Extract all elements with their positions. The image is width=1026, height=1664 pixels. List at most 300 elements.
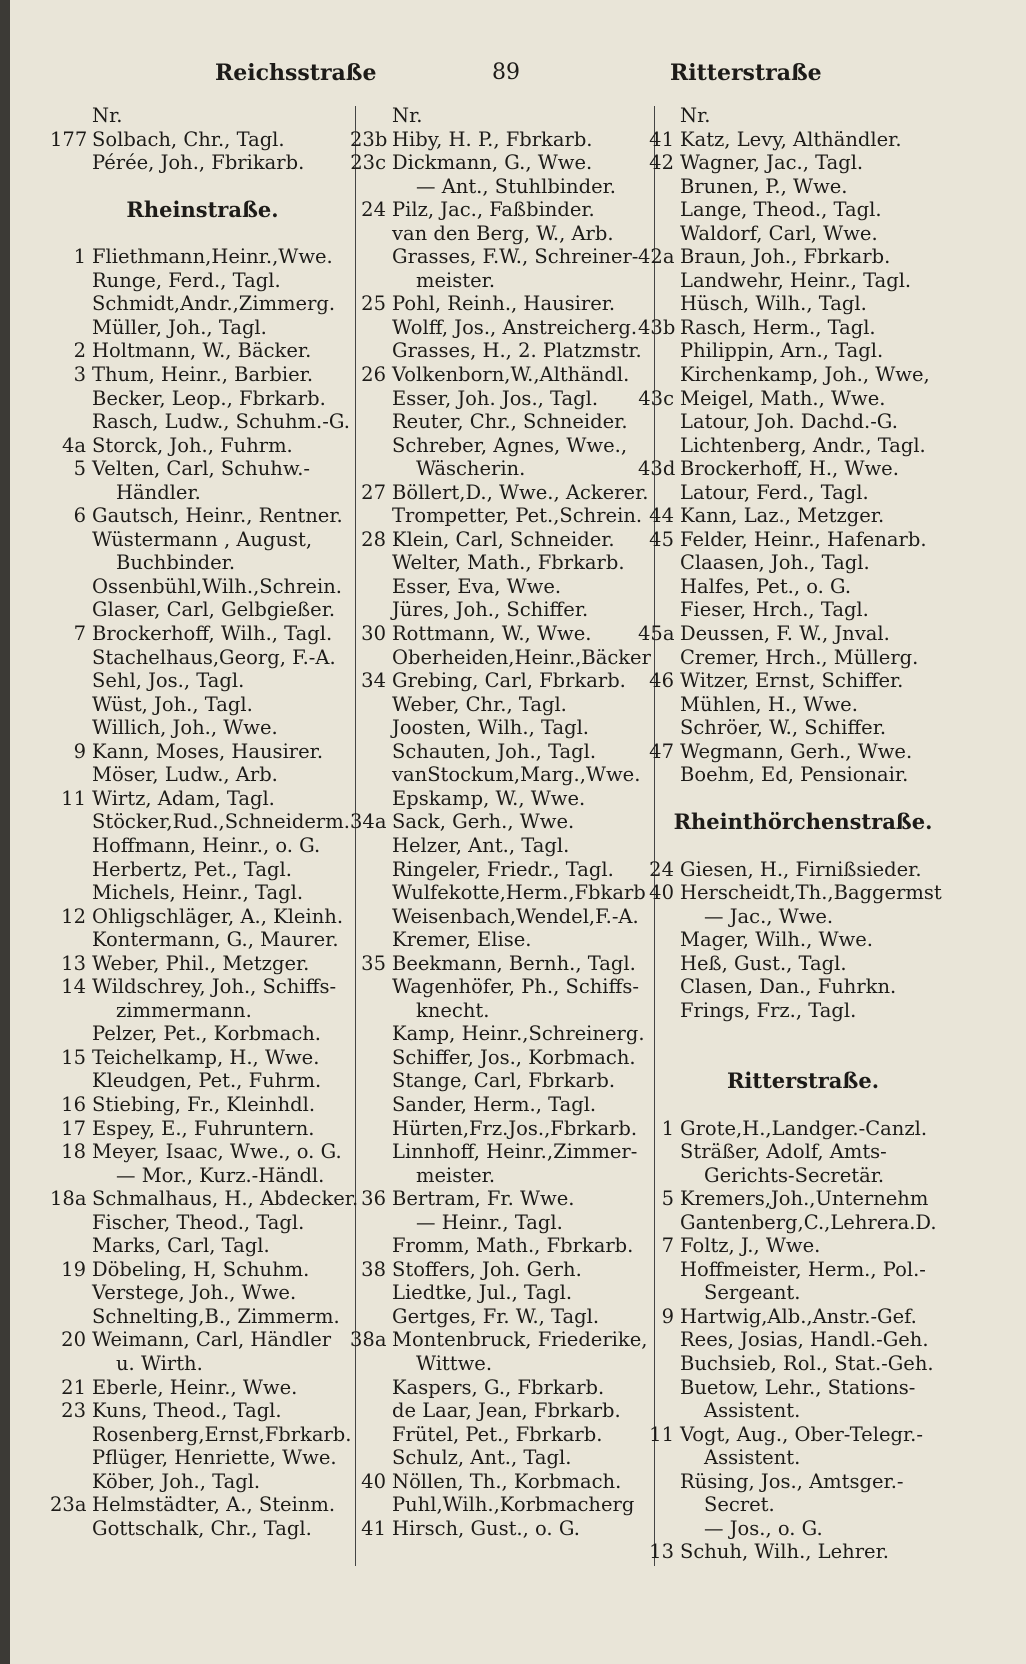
resident-entry: Weber, Chr., Tagl.	[392, 692, 567, 716]
street-name: Rheinthörchenstraße.	[673, 809, 933, 835]
resident-entry: Assistent.	[704, 1399, 801, 1423]
directory-row	[638, 128, 968, 152]
house-number: 9	[661, 1304, 674, 1328]
resident-entry: Schuh, Wilh., Lehrer.	[680, 1540, 889, 1564]
resident-entry: Hürten,Frz.Jos.,Fbrkarb.	[392, 1116, 638, 1140]
house-number: 5	[661, 1187, 674, 1211]
directory-row	[50, 928, 355, 952]
directory-row	[50, 1117, 355, 1141]
house-number: 1	[661, 1116, 674, 1140]
resident-entry: Velten, Carl, Schuhw.-	[92, 457, 311, 481]
directory-row	[638, 669, 968, 693]
resident-entry: van den Berg, W., Arb.	[392, 221, 614, 245]
resident-entry: Wagner, Jac., Tagl.	[680, 151, 864, 175]
directory-row	[50, 1258, 355, 1282]
house-number: 5	[73, 457, 86, 481]
house-number: 36	[361, 1187, 386, 1211]
directory-row	[638, 1352, 968, 1376]
directory-row	[350, 598, 650, 622]
house-number: 16	[61, 1092, 86, 1116]
resident-entry: Müller, Joh., Tagl.	[92, 315, 267, 339]
directory-row	[50, 858, 355, 882]
resident-entry: Becker, Leop., Fbrkarb.	[92, 386, 326, 410]
directory-row	[350, 1164, 650, 1188]
resident-entry: Sträßer, Adolf, Amts-	[680, 1140, 887, 1164]
directory-row	[638, 858, 968, 882]
resident-entry: Pelzer, Pet., Korbmach.	[92, 1022, 322, 1046]
resident-entry: Storck, Joh., Fuhrm.	[92, 433, 293, 457]
directory-row	[638, 999, 968, 1023]
directory-row	[50, 975, 355, 999]
resident-entry: Glaser, Carl, Gelbgießer.	[92, 598, 336, 622]
directory-row	[638, 1211, 968, 1235]
resident-entry: Möser, Ludw., Arb.	[92, 763, 278, 787]
running-header-right: Ritterstraße	[670, 60, 822, 86]
directory-row	[350, 457, 650, 481]
directory-row	[50, 245, 355, 269]
resident-entry: Kontermann, G., Maurer.	[92, 928, 339, 952]
resident-entry: Stoffers, Joh. Gerh.	[392, 1257, 582, 1281]
house-number: 34	[361, 669, 386, 693]
directory-row	[50, 387, 355, 411]
resident-entry: — Jos., o. G.	[704, 1516, 823, 1540]
resident-entry: Hoffmeister, Herm., Pol.-	[680, 1257, 926, 1281]
resident-entry: Landwehr, Heinr., Tagl.	[680, 268, 912, 292]
house-number: 44	[649, 504, 674, 528]
resident-entry: Michels, Heinr., Tagl.	[92, 881, 304, 905]
resident-entry: Secret.	[704, 1493, 775, 1517]
house-number: 42a	[638, 245, 675, 269]
directory-row	[350, 1305, 650, 1329]
resident-entry: Frings, Frz., Tagl.	[680, 998, 857, 1022]
resident-entry: Köber, Joh., Tagl.	[92, 1469, 261, 1493]
house-number: 18a	[50, 1187, 87, 1211]
house-number: 12	[61, 904, 86, 928]
house-number: 7	[73, 622, 86, 646]
house-number: 23	[61, 1399, 86, 1423]
house-number: 23a	[50, 1493, 87, 1517]
directory-row	[638, 1281, 968, 1305]
house-number: 38	[361, 1257, 386, 1281]
directory-row	[350, 1187, 650, 1211]
resident-entry: Sehl, Jos., Tagl.	[92, 669, 245, 693]
directory-row	[50, 1022, 355, 1046]
house-number: 21	[61, 1375, 86, 1399]
directory-row	[350, 339, 650, 363]
resident-entry: Latour, Ferd., Tagl.	[680, 480, 869, 504]
directory-row	[638, 763, 968, 787]
resident-entry: Lange, Theod., Tagl.	[680, 198, 882, 222]
house-number: 7	[661, 1234, 674, 1258]
directory-row	[50, 363, 355, 387]
resident-entry: Esser, Joh. Jos., Tagl.	[392, 386, 599, 410]
resident-entry: Schmalhaus, H., Abdecker.	[92, 1187, 359, 1211]
directory-row	[50, 1140, 355, 1164]
resident-entry: Katz, Levy, Althändler.	[680, 127, 902, 151]
house-number: 24	[649, 857, 674, 881]
directory-row	[50, 669, 355, 693]
resident-entry: Runge, Ferd., Tagl.	[92, 268, 281, 292]
house-number: 27	[361, 480, 386, 504]
house-number: 38a	[350, 1328, 387, 1352]
directory-row	[50, 1234, 355, 1258]
directory-row	[350, 1281, 650, 1305]
directory-row	[50, 104, 355, 128]
resident-entry: Sack, Gerh., Wwe.	[392, 810, 575, 834]
directory-row	[350, 222, 650, 246]
directory-row	[50, 1423, 355, 1447]
resident-entry: Frütel, Pet., Fbrkarb.	[392, 1422, 603, 1446]
house-number: 15	[61, 1045, 86, 1069]
resident-entry: Weisenbach,Wendel,F.-A.	[392, 904, 639, 928]
directory-row	[50, 457, 355, 481]
directory-row	[350, 481, 650, 505]
directory-row	[638, 787, 968, 811]
directory-row	[50, 763, 355, 787]
resident-entry: zimmermann.	[116, 998, 252, 1022]
directory-row	[638, 928, 968, 952]
directory-row	[638, 975, 968, 999]
resident-entry: Schauten, Joh., Tagl.	[392, 739, 597, 763]
house-number: 3	[73, 363, 86, 387]
resident-entry: Weimann, Carl, Händler	[92, 1328, 332, 1352]
house-number: 35	[361, 951, 386, 975]
house-number: 1	[73, 245, 86, 269]
resident-entry: Cremer, Hrch., Müllerg.	[680, 645, 919, 669]
resident-entry: Hüsch, Wilh., Tagl.	[680, 292, 867, 316]
directory-row	[638, 575, 968, 599]
directory-row	[350, 1446, 650, 1470]
directory-row	[50, 952, 355, 976]
directory-row	[350, 316, 650, 340]
resident-entry: Schulz, Ant., Tagl.	[392, 1446, 572, 1470]
resident-entry: Braun, Joh., Fbrkarb.	[680, 245, 891, 269]
directory-row	[350, 1399, 650, 1423]
resident-entry: Esser, Eva, Wwe.	[392, 574, 562, 598]
house-number: 20	[61, 1328, 86, 1352]
resident-entry: Teichelkamp, H., Wwe.	[92, 1045, 320, 1069]
resident-entry: Boehm, Ed, Pensionair.	[680, 763, 909, 787]
directory-row	[350, 245, 650, 269]
resident-entry: Felder, Heinr., Hafenarb.	[680, 527, 927, 551]
resident-entry: Stöcker,Rud.,Schneiderm.	[92, 810, 350, 834]
resident-entry: — Jac., Wwe.	[704, 904, 834, 928]
directory-row	[50, 693, 355, 717]
resident-entry: Fliethmann,Heinr.,Wwe.	[92, 245, 333, 269]
house-number: 23b	[350, 127, 388, 151]
resident-entry: Nr.	[680, 104, 711, 127]
resident-entry: Hirsch, Gust., o. G.	[392, 1516, 580, 1540]
directory-row	[50, 834, 355, 858]
resident-entry: Buetow, Lehr., Stations-	[680, 1375, 916, 1399]
directory-row	[638, 434, 968, 458]
directory-row	[350, 834, 650, 858]
resident-entry: Ossenbühl,Wilh.,Schrein.	[92, 574, 342, 598]
directory-row	[350, 128, 650, 152]
house-number: 24	[361, 198, 386, 222]
directory-row	[638, 504, 968, 528]
resident-entry: Schmidt,Andr.,Zimmerg.	[92, 292, 336, 316]
directory-row	[638, 881, 968, 905]
directory-row	[350, 292, 650, 316]
directory-row	[350, 198, 650, 222]
column-2	[350, 104, 650, 1540]
directory-row	[50, 1352, 355, 1376]
house-number: 25	[361, 292, 386, 316]
directory-page	[10, 0, 1026, 1664]
resident-entry: Kuns, Theod., Tagl.	[92, 1399, 282, 1423]
resident-entry: Kann, Moses, Hausirer.	[92, 739, 324, 763]
directory-row	[638, 551, 968, 575]
house-number: 28	[361, 527, 386, 551]
directory-row	[638, 834, 968, 858]
directory-row	[50, 269, 355, 293]
house-number: 45a	[638, 622, 675, 646]
directory-row	[638, 292, 968, 316]
resident-entry: Pohl, Reinh., Hausirer.	[392, 292, 616, 316]
directory-row	[638, 598, 968, 622]
directory-row	[350, 1069, 650, 1093]
street-heading	[638, 810, 968, 834]
resident-entry: Lichtenberg, Andr., Tagl.	[680, 433, 926, 457]
resident-entry: Mager, Wilh., Wwe.	[680, 928, 873, 952]
directory-row	[350, 151, 650, 175]
directory-row	[638, 245, 968, 269]
resident-entry: Nöllen, Th., Korbmach.	[392, 1469, 622, 1493]
resident-entry: Stachelhaus,Georg, F.-A.	[92, 645, 336, 669]
resident-entry: — Heinr., Tagl.	[416, 1210, 563, 1234]
resident-entry: Schröer, W., Schiffer.	[680, 716, 887, 740]
resident-entry: Wüstermann , August,	[92, 527, 313, 551]
directory-row	[50, 1069, 355, 1093]
resident-entry: Helmstädter, A., Steinm.	[92, 1493, 336, 1517]
resident-entry: Philippin, Arn., Tagl.	[680, 339, 884, 363]
resident-entry: Rottmann, W., Wwe.	[392, 622, 592, 646]
resident-entry: Rosenberg,Ernst,Fbrkarb.	[92, 1422, 352, 1446]
resident-entry: Dickmann, G., Wwe.	[392, 151, 593, 175]
resident-entry: Espey, E., Fuhruntern.	[92, 1116, 315, 1140]
directory-row	[50, 481, 355, 505]
directory-row	[350, 858, 650, 882]
resident-entry: Pérée, Joh., Fbrikarb.	[92, 151, 305, 175]
house-number: 45	[649, 527, 674, 551]
directory-row	[50, 716, 355, 740]
directory-row	[638, 952, 968, 976]
directory-row	[50, 999, 355, 1023]
resident-entry: Buchbinder.	[116, 551, 236, 575]
resident-entry: Buchsieb, Rol., Stat.-Geh.	[680, 1351, 934, 1375]
directory-row	[350, 952, 650, 976]
resident-entry: Jüres, Joh., Schiffer.	[392, 598, 589, 622]
resident-entry: Klein, Carl, Schneider.	[392, 527, 615, 551]
directory-row	[50, 1493, 355, 1517]
resident-entry: Linnhoff, Heinr.,Zimmer-	[392, 1140, 638, 1164]
house-number: 9	[73, 739, 86, 763]
directory-row	[638, 104, 968, 128]
directory-row	[638, 269, 968, 293]
resident-entry: Thum, Heinr., Barbier.	[92, 363, 314, 387]
resident-entry: Kaspers, G., Fbrkarb.	[392, 1375, 605, 1399]
resident-entry: Willich, Joh., Wwe.	[92, 716, 278, 740]
resident-entry: Stiebing, Fr., Kleinhdl.	[92, 1092, 316, 1116]
house-number: 41	[649, 127, 674, 151]
directory-row	[350, 410, 650, 434]
house-number: 18	[61, 1140, 86, 1164]
street-name: Ritterstraße.	[726, 1068, 880, 1094]
resident-entry: Helzer, Ant., Tagl.	[392, 833, 570, 857]
resident-entry: Schnelting,B., Zimmerm.	[92, 1304, 340, 1328]
resident-entry: Wirtz, Adam, Tagl.	[92, 786, 275, 810]
resident-entry: Clasen, Dan., Fuhrkn.	[680, 975, 897, 999]
resident-entry: Heß, Gust., Tagl.	[680, 951, 847, 975]
directory-row	[350, 787, 650, 811]
directory-row	[50, 128, 355, 152]
directory-row	[638, 222, 968, 246]
directory-row	[638, 1164, 968, 1188]
directory-row	[350, 104, 650, 128]
house-number: 13	[649, 1540, 674, 1564]
directory-row	[638, 1234, 968, 1258]
resident-entry: Meyer, Isaac, Wwe., o. G.	[92, 1140, 342, 1164]
directory-row	[350, 905, 650, 929]
directory-row	[50, 222, 355, 246]
running-header-left: Reichsstraße	[215, 60, 377, 86]
directory-row	[50, 1376, 355, 1400]
directory-row	[350, 1258, 650, 1282]
directory-row	[638, 646, 968, 670]
house-number: 23c	[350, 151, 386, 175]
street-heading	[50, 198, 355, 222]
directory-row	[350, 1352, 650, 1376]
directory-row	[350, 975, 650, 999]
resident-entry: Liedtke, Jul., Tagl.	[392, 1281, 573, 1305]
house-number: 41	[361, 1516, 386, 1540]
house-number: 43c	[638, 386, 674, 410]
resident-entry: Oberheiden,Heinr.,Bäcker	[392, 645, 651, 669]
resident-entry: Meigel, Math., Wwe.	[680, 386, 886, 410]
directory-row	[350, 1140, 650, 1164]
directory-row	[50, 175, 355, 199]
resident-entry: Gottschalk, Chr., Tagl.	[92, 1516, 312, 1540]
resident-entry: Giesen, H., Firnißsieder.	[680, 857, 922, 881]
directory-row	[638, 622, 968, 646]
house-number: 46	[649, 669, 674, 693]
directory-row	[50, 292, 355, 316]
resident-entry: Fischer, Theod., Tagl.	[92, 1210, 305, 1234]
resident-entry: Beekmann, Bernh., Tagl.	[392, 951, 636, 975]
resident-entry: Fieser, Hrch., Tagl.	[680, 598, 869, 622]
directory-row	[350, 999, 650, 1023]
directory-row	[638, 1328, 968, 1352]
directory-row	[350, 434, 650, 458]
resident-entry: Hiby, H. P., Fbrkarb.	[392, 127, 593, 151]
resident-entry: Fromm, Math., Fbrkarb.	[392, 1234, 634, 1258]
directory-row	[350, 763, 650, 787]
directory-row	[350, 504, 650, 528]
house-number: 177	[50, 127, 88, 151]
house-number: 11	[649, 1422, 674, 1446]
directory-row	[50, 575, 355, 599]
resident-entry: Kann, Laz., Metzger.	[680, 504, 885, 528]
directory-row	[638, 1423, 968, 1447]
column-1	[50, 104, 359, 1540]
resident-entry: Wäscherin.	[416, 457, 526, 481]
street-heading	[638, 1069, 968, 1093]
directory-row	[350, 669, 650, 693]
resident-entry: Wittwe.	[416, 1351, 493, 1375]
directory-row	[350, 1211, 650, 1235]
directory-row	[638, 387, 968, 411]
resident-entry: Kleudgen, Pet., Fuhrm.	[92, 1069, 322, 1093]
directory-row	[350, 551, 650, 575]
resident-entry: — Mor., Kurz.-Händl.	[116, 1163, 325, 1187]
resident-entry: Mühlen, H., Wwe.	[680, 692, 858, 716]
directory-row	[350, 1022, 650, 1046]
resident-entry: Halfes, Pet., o. G.	[680, 574, 852, 598]
resident-entry: meister.	[416, 1163, 496, 1187]
directory-row	[638, 1399, 968, 1423]
directory-row	[638, 716, 968, 740]
directory-row	[350, 363, 650, 387]
directory-row	[638, 1376, 968, 1400]
resident-entry: Trompetter, Pet.,Schrein.	[392, 504, 643, 528]
resident-entry: Stange, Carl, Fbrkarb.	[392, 1069, 616, 1093]
resident-entry: Wildschrey, Joh., Schiffs-	[92, 975, 337, 999]
directory-row	[638, 1540, 968, 1564]
directory-row	[638, 410, 968, 434]
directory-row	[638, 339, 968, 363]
resident-entry: Weber, Phil., Metzger.	[92, 951, 310, 975]
directory-row	[50, 551, 355, 575]
resident-entry: Wagenhöfer, Ph., Schiffs-	[392, 975, 639, 999]
resident-entry: Bertram, Fr. Wwe.	[392, 1187, 575, 1211]
resident-entry: Brockerhoff, H., Wwe.	[680, 457, 899, 481]
directory-row	[350, 1328, 650, 1352]
resident-entry: Rees, Josias, Handl.-Geh.	[680, 1328, 929, 1352]
resident-entry: Waldorf, Carl, Wwe.	[680, 221, 878, 245]
resident-entry: Schreber, Agnes, Wwe.,	[392, 433, 628, 457]
directory-row	[638, 1305, 968, 1329]
directory-row	[638, 740, 968, 764]
resident-entry: Ringeler, Friedr., Tagl.	[392, 857, 614, 881]
house-number: 47	[649, 739, 674, 763]
resident-entry: Nr.	[392, 104, 423, 127]
directory-row	[350, 928, 650, 952]
directory-row	[350, 175, 650, 199]
resident-entry: Sergeant.	[704, 1281, 801, 1305]
resident-entry: Claasen, Joh., Tagl.	[680, 551, 870, 575]
directory-row	[638, 1258, 968, 1282]
directory-row	[350, 387, 650, 411]
resident-entry: Gantenberg,C.,Lehrera.D.	[680, 1210, 937, 1234]
house-number: 17	[61, 1116, 86, 1140]
directory-row	[638, 1517, 968, 1541]
directory-row	[638, 1093, 968, 1117]
directory-row	[50, 1328, 355, 1352]
house-number: 43d	[638, 457, 676, 481]
directory-row	[350, 1234, 650, 1258]
page-number: 89	[492, 60, 520, 85]
directory-row	[350, 575, 650, 599]
resident-entry: Wulfekotte,Herm.,Fbkarb	[392, 881, 646, 905]
directory-row	[350, 740, 650, 764]
resident-entry: Deussen, F. W., Jnval.	[680, 622, 890, 646]
resident-entry: Marks, Carl, Tagl.	[92, 1234, 270, 1258]
directory-row	[50, 622, 355, 646]
resident-entry: Ohligschläger, A., Kleinh.	[92, 904, 344, 928]
directory-row	[50, 434, 355, 458]
house-number: 19	[61, 1257, 86, 1281]
